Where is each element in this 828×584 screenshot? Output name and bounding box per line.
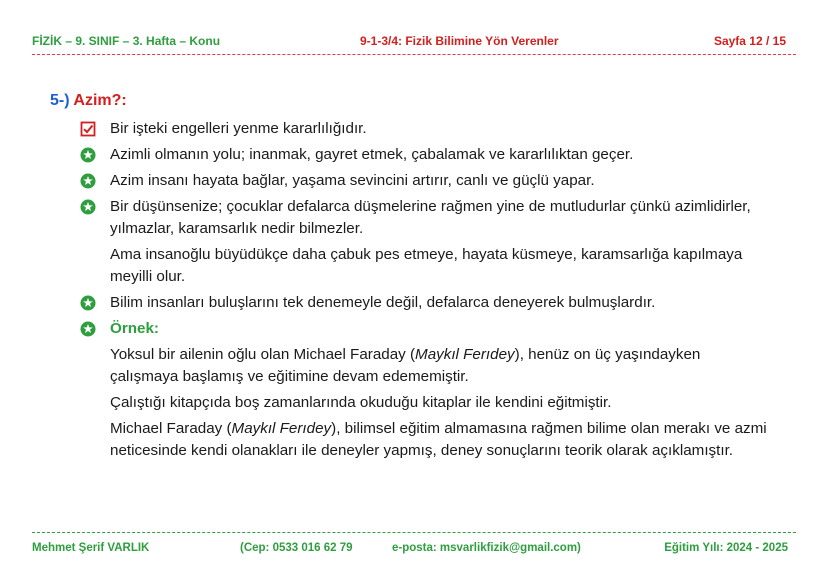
- question-title: Azim?:: [73, 92, 127, 109]
- star-circle-icon: [80, 147, 96, 163]
- list-item: [50, 118, 770, 140]
- example-pronunciation: Maykıl Ferıdey: [231, 420, 332, 437]
- star-circle-icon: [80, 199, 96, 215]
- example-text: Yoksul bir ailenin oğlu olan Michael Faraday (: [110, 346, 416, 363]
- example-paragraph: [50, 344, 770, 388]
- list-item-text: Bilim insanları buluşlarını tek denemeyle değil, defalarca deneyerek bulmuşlardır.: [110, 294, 656, 311]
- list-item: [50, 292, 770, 314]
- checkbox-checked-icon: [80, 121, 96, 137]
- star-circle-icon: [80, 295, 96, 311]
- example-paragraph: [50, 418, 770, 462]
- list-item-text: Azim insanı hayata bağlar, yaşama sevincini artırır, canlı ve güçlü yapar.: [110, 172, 595, 189]
- list-item-text: Bir düşünsenize; çocuklar defalarca düşmelerine rağmen yine de mutludurlar çünkü azimlidirler, yılmazlar, karamsarlık nedir bilmezler.: [110, 198, 751, 237]
- main-content: [50, 92, 770, 466]
- question-heading: [50, 92, 770, 110]
- star-circle-icon: [80, 173, 96, 189]
- page-header: [32, 28, 796, 55]
- header-course: FİZİK – 9. SINIF – 3. Hafta – Konu: [32, 34, 221, 48]
- footer-author: Mehmet Şerif VARLIK: [32, 542, 150, 554]
- list-item: [50, 144, 770, 166]
- example-paragraph: Çalıştığı kitapçıda boş zamanlarında okuduğu kitaplar ile kendini eğitmiştir.: [110, 394, 612, 411]
- list-item: [50, 196, 770, 240]
- example-text: ), henüz on üç yaşındayken çalışmaya başlamış ve eğitimine devam edememiştir.: [110, 346, 701, 385]
- list-item-text: Azimli olmanın yolu; inanmak, gayret etmek, çabalamak ve kararlılıktan geçer.: [110, 146, 634, 163]
- example-pronunciation: Maykıl Ferıdey: [415, 346, 515, 363]
- list-item-continuation: Ama insanoğlu büyüdükçe daha çabuk pes etmeye, hayata küsmeye, karamsarlığa kapılmaya meyilli olur.: [110, 246, 743, 285]
- footer-email: e-posta: msvarlikfizik@gmail.com): [392, 542, 581, 554]
- example-heading: Örnek:: [110, 320, 159, 337]
- star-circle-icon: [80, 321, 96, 337]
- page-footer: [32, 532, 796, 555]
- footer-phone: (Cep: 0533 016 62 79: [240, 542, 353, 554]
- example-text: ), bilimsel eğitim almamasına rağmen bilime olan merakı ve azmi neticesinde kendi olanakları ile deneyler yapmış, deney sonuçlarını teorik olarak açıklamıştır.: [110, 420, 767, 459]
- question-number: 5-): [50, 92, 70, 109]
- list-item: [50, 318, 770, 340]
- example-text: Michael Faraday (: [110, 420, 232, 437]
- list-item: [50, 170, 770, 192]
- header-topic: 9-1-3/4: Fizik Bilimine Yön Verenler: [360, 34, 559, 48]
- list-item-text: Bir işteki engelleri yenme kararlılığıdır.: [110, 120, 367, 137]
- header-page-number: Sayfa 12 / 15: [713, 34, 786, 48]
- footer-school-year: Eğitim Yılı: 2024 - 2025: [664, 542, 788, 554]
